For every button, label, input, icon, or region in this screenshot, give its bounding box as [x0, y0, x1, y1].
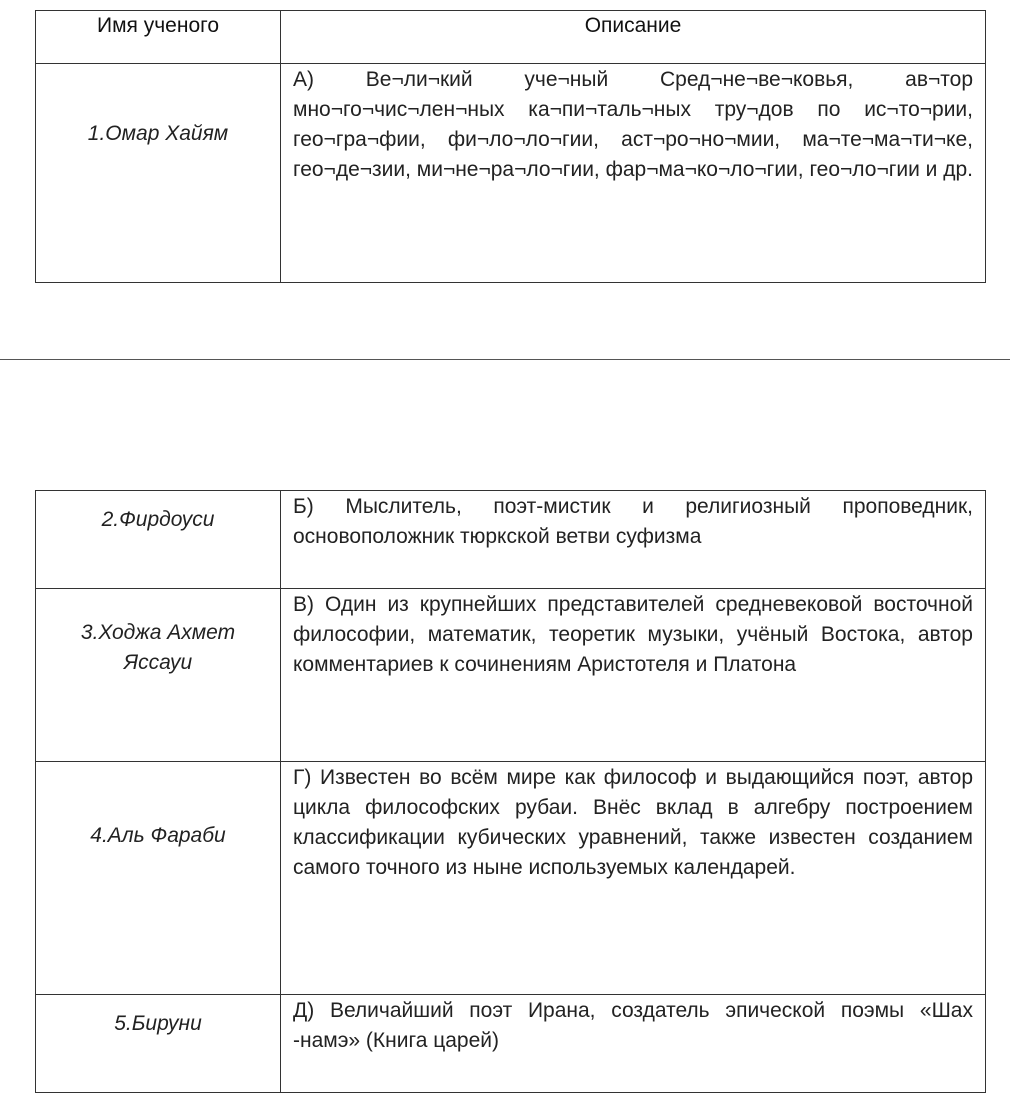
scientist-name: 4.Аль Фараби: [36, 762, 281, 995]
header-name: Имя ученого: [36, 11, 281, 64]
scientist-description: В) Один из крупнейших представителей средневековой восточной философии, математик, теоретик музыки, учёный Востока, автор комментариев к сочинениям Аристотеля и Платона: [281, 589, 986, 762]
table-row: [36, 64, 986, 283]
scientist-name: 5.Бируни: [36, 995, 281, 1093]
scientists-table-top: [35, 10, 986, 283]
scientist-name: 3.Ходжа Ахмет Яссауи: [36, 589, 281, 762]
header-description: Описание: [281, 11, 986, 64]
table-row: [36, 762, 986, 995]
header-row: [36, 11, 986, 64]
scientist-description: Б) Мыслитель, поэт-мистик и религиозный проповедник, основоположник тюркской ветви суфизма: [281, 491, 986, 589]
scientist-description: Г) Известен во всём мире как философ и выдающийся поэт, автор цикла философских рубаи. Внёс вклад в алгебру построением классификации кубических уравнений, также известен созданием самого точного из ныне используемых календарей.: [281, 762, 986, 995]
table-row: [36, 995, 986, 1093]
page-divider: [0, 359, 1010, 360]
scientist-description: А) Ве¬ли¬кий уче¬ный Сред¬не¬ве¬ковья, ав¬тор мно¬го¬чис¬лен¬ных ка¬пи¬таль¬ных тру¬дов по ис¬то¬рии, гео¬гра¬фии, фи¬ло¬ло¬гии, аст¬ро¬но¬мии, ма¬те¬ма¬ти¬ке, гео¬де¬зии, ми¬не¬ра¬ло¬гии, фар¬ма¬ко¬ло¬гии, гео¬ло¬гии и др.: [281, 64, 986, 283]
scientist-description: Д) Величайший поэт Ирана, создатель эпической поэмы «Шах -намэ» (Книга царей): [281, 995, 986, 1093]
scientists-table-bottom: [35, 490, 986, 1093]
scientist-name: 2.Фирдоуси: [36, 491, 281, 589]
scientist-name: 1.Омар Хайям: [36, 64, 281, 283]
table-row: [36, 491, 986, 589]
table-row: [36, 589, 986, 762]
